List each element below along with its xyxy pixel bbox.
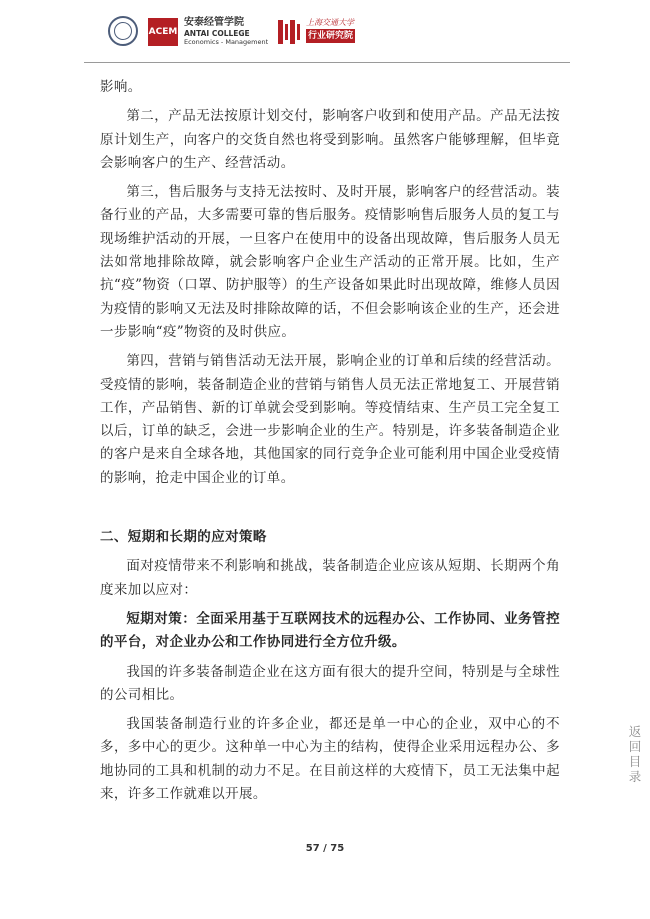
page-number: 57 / 75 [305,843,345,854]
bold-paragraph: 短期对策：全面采用基于互联网技术的远程办公、工作协同、业务管控的平台，对企业办公和工作协同进行全方位升级。 [100,610,560,651]
paragraph: 面对疫情带来不利影响和挑战，装备制造企业应该从短期、长期两个角度来加以应对： [100,558,560,598]
paragraph: 第四，营销与销售活动无法开展，影响企业的订单和后续的经营活动。受疫情的影响，装备制造企业的营销与销售人员无法正常地复工、开展营销工作，产品销售、新的订单就会受到影响。等疫情结束、生产员工完全复工以后，订单的缺乏，会进一步影响企业的生产。特别是，许多装备制造企业的客户是来自全球各地，其他国家的同行竞争企业可能利用中国企业受疫情的影响，抢走中国企业的订单。 [100,353,560,486]
college-name-en: ANTAI COLLEGE [184,29,250,38]
header-divider [84,62,570,63]
institute-logo-icon [276,18,302,46]
paragraph: 影响。 [100,79,142,95]
institute-label: 行业研究院 [308,31,354,41]
page-header [104,12,534,58]
college-name [184,17,268,46]
paragraph: 我国装备制造行业的许多企业，都还是单一中心的企业，双中心的不多，多中心的更少。这种单一中心为主的结构，使得企业采用远程办公、多地协同的工具和机制的动力不足。在目前这样的大疫情下，员工无法集中起来，许多工作就难以开展。 [100,716,560,803]
paragraph: 我国的许多装备制造企业在这方面有很大的提升空间，特别是与全球性的公司相比。 [100,663,560,703]
sjtu-seal-logo [108,16,138,46]
institute-name [306,17,355,43]
document-body [100,76,560,806]
section-gap [100,490,560,526]
back-to-toc-link[interactable]: 返回目录 [628,724,642,784]
section-heading: 二、短期和长期的应对策略 [100,529,267,546]
college-name-en-sub: Economics - Management [184,38,269,46]
college-name-cn: 安泰经管学院 [184,17,244,28]
paragraph: 第二，产品无法按原计划交付，影响客户收到和使用产品。产品无法按原计划生产，向客户的交货自然也将受到影响。虽然客户能够理解，但毕竟会影响客户的生产、经营活动。 [100,108,560,171]
university-calligraphy: 上海交通大学 [306,18,354,27]
acem-logo: ACEM [148,18,178,46]
paragraph: 第三，售后服务与支持无法按时、及时开展，影响客户的经营活动。装备行业的产品，大多需要可靠的售后服务。疫情影响售后服务人员的复工与现场维护活动的开展，一旦客户在使用中的设备出现故障，售后服务人员无法如常地排除故障，就会影响客户企业生产活动的正常开展。比如，生产抗“疫”物资（口罩、防护服等）的生产设备如果此时出现故障，维修人员因为疫情的影响又无法及时排除故障的话，不但会影响该企业的生产，还会进一步影响“疫”物资的及时供应。 [100,184,560,340]
